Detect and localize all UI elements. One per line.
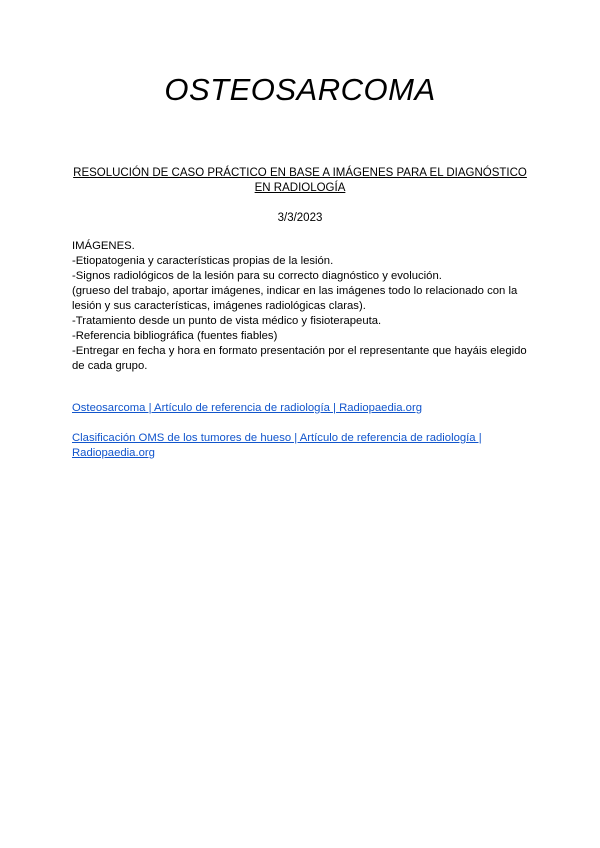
instructions-list xyxy=(72,239,528,374)
instruction-line: IMÁGENES. xyxy=(72,240,135,252)
instruction-line: -Etiopatogenia y características propias de la lesión. xyxy=(72,255,334,267)
reference-link-osteosarcoma[interactable]: Osteosarcoma | Artículo de referencia de radiología | Radiopaedia.org xyxy=(72,402,422,414)
instruction-line: (grueso del trabajo, aportar imágenes, indicar en las imágenes todo lo relacionado con la lesión y sus características, imágenes radiológicas claras). xyxy=(72,285,518,312)
instruction-line: -Entregar en fecha y hora en formato presentación por el representante que hayáis elegido de cada grupo. xyxy=(72,345,527,372)
document-title: OSTEOSARCOMA xyxy=(164,72,436,107)
instruction-line: -Referencia bibliográfica (fuentes fiables) xyxy=(72,330,278,342)
instruction-line: -Signos radiológicos de la lesión para su correcto diagnóstico y evolución. xyxy=(72,270,442,282)
reference-link-who-classification[interactable]: Clasificación OMS de los tumores de hueso | Artículo de referencia de radiología | Radiopaedia.org xyxy=(72,432,482,459)
reference-links xyxy=(72,401,528,461)
link-spacer xyxy=(72,416,528,431)
document-date: 3/3/2023 xyxy=(277,212,323,224)
document-subtitle: RESOLUCIÓN DE CASO PRÁCTICO EN BASE A IMÁGENES PARA EL DIAGNÓSTICO EN RADIOLOGÍA xyxy=(73,167,527,194)
instruction-line: -Tratamiento desde un punto de vista médico y fisioterapeuta. xyxy=(72,315,382,327)
